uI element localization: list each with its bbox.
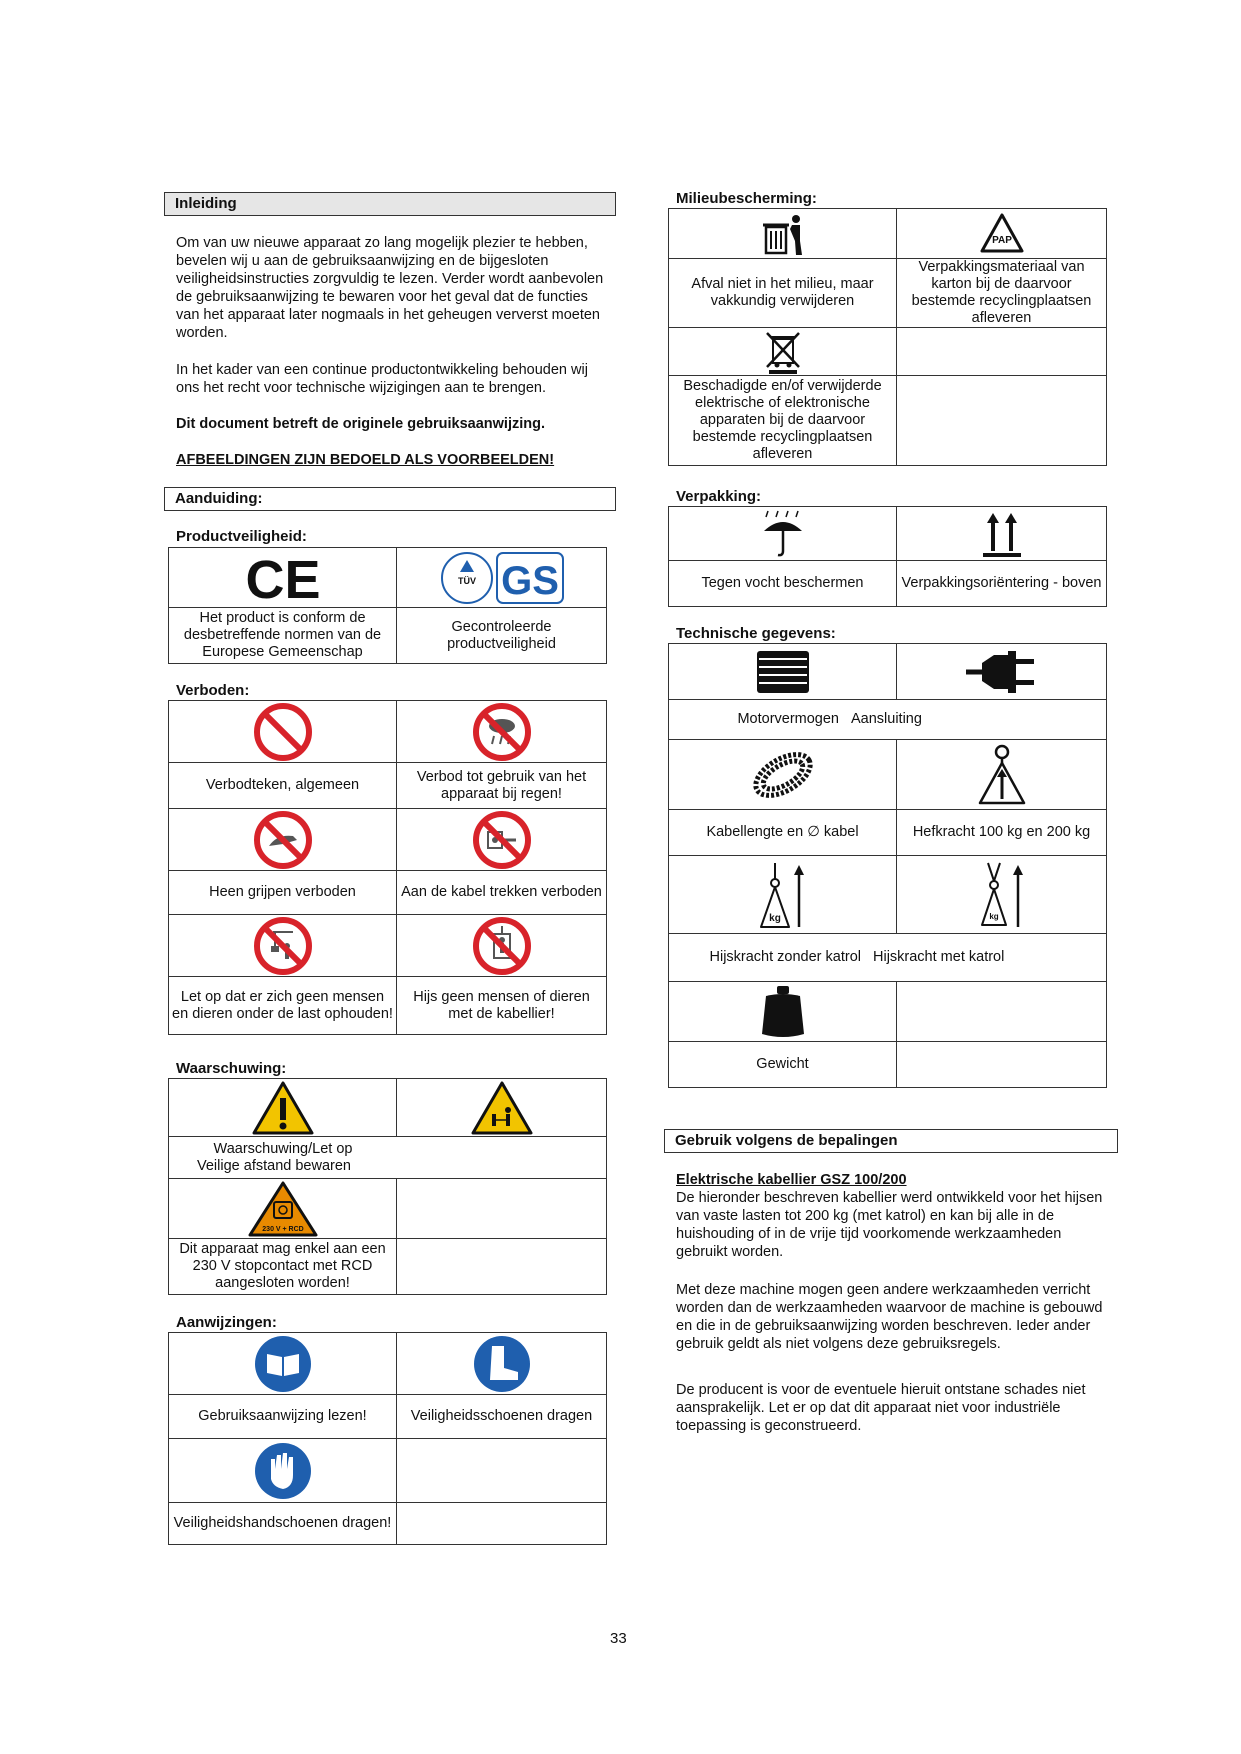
aanwijzingen-table	[168, 1332, 607, 1545]
safe-distance-icon	[470, 1080, 534, 1136]
page-number: 33	[610, 1630, 627, 1647]
gs-cell	[397, 548, 607, 608]
this-side-up-icon	[977, 509, 1027, 559]
technisch-label-3: Kabellengte en ∅ kabel	[669, 810, 897, 856]
waarschuwing-label-1: Waarschuwing/Let op	[213, 1140, 353, 1157]
svg-text:PAP: PAP	[991, 234, 1012, 246]
gebruik-paragraph-3: De producent is voor de eventuele hieruit ontstane schades niet aansprakelijk. Let er op dat dit apparaat niet voor industriële toepassing is geconstrueerd.	[676, 1382, 1086, 1434]
aanwijzingen-label-3: Veiligheidshandschoenen dragen!	[169, 1503, 397, 1545]
no-cable-pull-icon	[472, 810, 532, 870]
productveiligheid-table	[168, 547, 607, 664]
aanwijzingen-label-2: Veiligheidsschoenen dragen	[397, 1395, 607, 1439]
prohibition-general-icon	[253, 702, 313, 762]
no-lifting-persons-icon	[472, 916, 532, 976]
verpakking-label-2: Verpakkingsoriëntering - boven	[897, 561, 1107, 607]
weee-crossed-bin-icon	[763, 329, 803, 375]
svg-text:CE: CE	[244, 549, 321, 606]
milieu-label-2: Verpakkingsmateriaal van karton bij de daarvoor bestemde recyclingplaatsen afleveren	[897, 259, 1107, 328]
technisch-label-6: Hijskracht met katrol	[873, 949, 1005, 965]
verboden-label-4: Aan de kabel trekken verboden	[397, 871, 607, 915]
verboden-table	[168, 700, 607, 1035]
gebruik-header	[664, 1129, 1118, 1153]
waarschuwing-label-3: Dit apparaat mag enkel aan een 230 V stopcontact met RCD aangesloten worden!	[169, 1239, 397, 1295]
verpakking-title: Verpakking:	[676, 488, 762, 505]
no-standing-under-load-icon	[253, 916, 313, 976]
inleiding-paragraph-4: AFBEELDINGEN ZIJN BEDOELD ALS VOORBEELDEN!	[176, 452, 555, 468]
verboden-label-6: Hijs geen mensen of dieren met de kabellier!	[397, 977, 607, 1035]
gebruik-title: Gebruik volgens de bepalingen	[675, 1132, 898, 1149]
productveiligheid-title: Productveiligheid:	[176, 528, 307, 545]
verboden-label-5: Let op dat er zich geen mensen en dieren onder de last ophouden!	[169, 977, 397, 1035]
milieu-label-3: Beschadigde en/of verwijderde elektrische of elektronische apparaten bij de daarvoor bestemde recyclingplaatsen afleveren	[669, 376, 897, 466]
hoist-with-pulley-icon	[972, 859, 1032, 931]
inleiding-paragraph-1: Om van uw nieuwe apparaat zo lang mogelijk plezier te hebben, bevelen wij u aan de gebruiksaanwijzing en de bijgesloten veiligheidsinstructies zorgvuldig te lezen. Verder wordt aanbevolen de gebruiksaanwijzing te bewaren voor het geval dat de functies van het apparaat later nogmaals in het geheugen ververst moeten worden.	[176, 235, 604, 341]
keep-dry-umbrella-icon	[758, 509, 808, 559]
verboden-title: Verboden:	[176, 682, 250, 699]
svg-text:kg: kg	[988, 911, 999, 921]
inleiding-title: Inleiding	[175, 195, 237, 212]
safety-shoes-icon	[472, 1334, 532, 1394]
waarschuwing-title: Waarschuwing:	[176, 1060, 287, 1077]
aanwijzingen-label-1: Gebruiksaanwijzing lezen!	[169, 1395, 397, 1439]
inleiding-header	[164, 192, 616, 216]
hoist-without-pulley-icon	[753, 859, 813, 931]
waste-bin-icon	[758, 211, 808, 257]
svg-text:kg: kg	[768, 912, 781, 924]
inleiding-paragraph-3: Dit document betreft de originele gebruiksaanwijzing.	[176, 416, 545, 432]
technisch-label-4: Hefkracht 100 kg en 200 kg	[897, 810, 1107, 856]
aanwijzingen-title: Aanwijzingen:	[176, 1314, 277, 1331]
verboden-label-3: Heen grijpen verboden	[169, 871, 397, 915]
waarschuwing-table	[168, 1078, 607, 1295]
ce-label: Het product is conform de desbetreffende normen van de Europese Gemeenschap	[169, 608, 397, 664]
milieu-title: Milieubescherming:	[676, 190, 817, 207]
milieu-label-1: Afval niet in het milieu, maar vakkundig verwijderen	[669, 259, 897, 328]
inleiding-paragraph-2: In het kader van een continue productontwikkeling behouden wij ons het recht voor technische wijzigingen aan te brengen.	[176, 362, 588, 396]
verboden-label-1: Verbodteken, algemeen	[169, 763, 397, 809]
technisch-title: Technische gegevens:	[676, 625, 836, 642]
svg-text:TÜV: TÜV	[457, 575, 476, 586]
verpakking-label-1: Tegen vocht beschermen	[669, 561, 897, 607]
no-rain-icon	[472, 702, 532, 762]
technisch-label-1: Motorvermogen	[737, 711, 839, 727]
ce-mark-icon	[243, 550, 323, 606]
technisch-label-5: Hijskracht zonder katrol	[709, 949, 861, 965]
rcd-warning-icon	[247, 1180, 319, 1238]
ce-cell	[169, 548, 397, 608]
svg-text:GS: GS	[500, 558, 559, 603]
gebruik-subtitle: Elektrische kabellier GSZ 100/200	[676, 1172, 907, 1188]
milieu-table	[668, 208, 1107, 466]
safety-gloves-icon	[253, 1441, 313, 1501]
gebruik-paragraph-1: De hieronder beschreven kabellier werd ontwikkeld voor het hijsen van vaste lasten tot 200 kg (met katrol) en kan bij alle in de huishouding of in de vrije tijd voorkomende werkzaamheden gebruikt worden.	[676, 1190, 1103, 1260]
svg-text:230 V + RCD: 230 V + RCD	[261, 1225, 304, 1233]
warning-icon	[251, 1080, 315, 1136]
waarschuwing-label-2: Veilige afstand bewaren	[197, 1157, 351, 1174]
aanduiding-title: Aanduiding:	[175, 490, 263, 507]
read-manual-icon	[253, 1334, 313, 1394]
gebruik-paragraph-2: Met deze machine mogen geen andere werkzaamheden verricht worden dan de werkzaamheden waarvoor de machine is gebouwd en die in de gebruiksaanwijzing worden beschreven. Ieder ander gebruik geldt als niet volgens deze gebruiksregels.	[676, 1282, 1103, 1352]
cable-coil-icon	[746, 743, 820, 807]
lifting-force-icon	[974, 743, 1030, 807]
aanduiding-header	[164, 487, 616, 511]
gs-label: Gecontroleerde productveiligheid	[397, 608, 607, 664]
verpakking-table	[668, 506, 1107, 607]
tuv-gs-icon	[437, 550, 567, 606]
no-reaching-icon	[253, 810, 313, 870]
recycle-pap-icon	[977, 211, 1027, 257]
verboden-label-2: Verbod tot gebruik van het apparaat bij regen!	[397, 763, 607, 809]
motor-icon	[751, 647, 815, 697]
plug-connection-icon	[964, 647, 1040, 697]
weight-icon	[758, 984, 808, 1040]
technisch-label-2: Aansluiting	[851, 711, 922, 727]
technisch-table	[668, 643, 1107, 1088]
technisch-label-7: Gewicht	[669, 1042, 897, 1088]
